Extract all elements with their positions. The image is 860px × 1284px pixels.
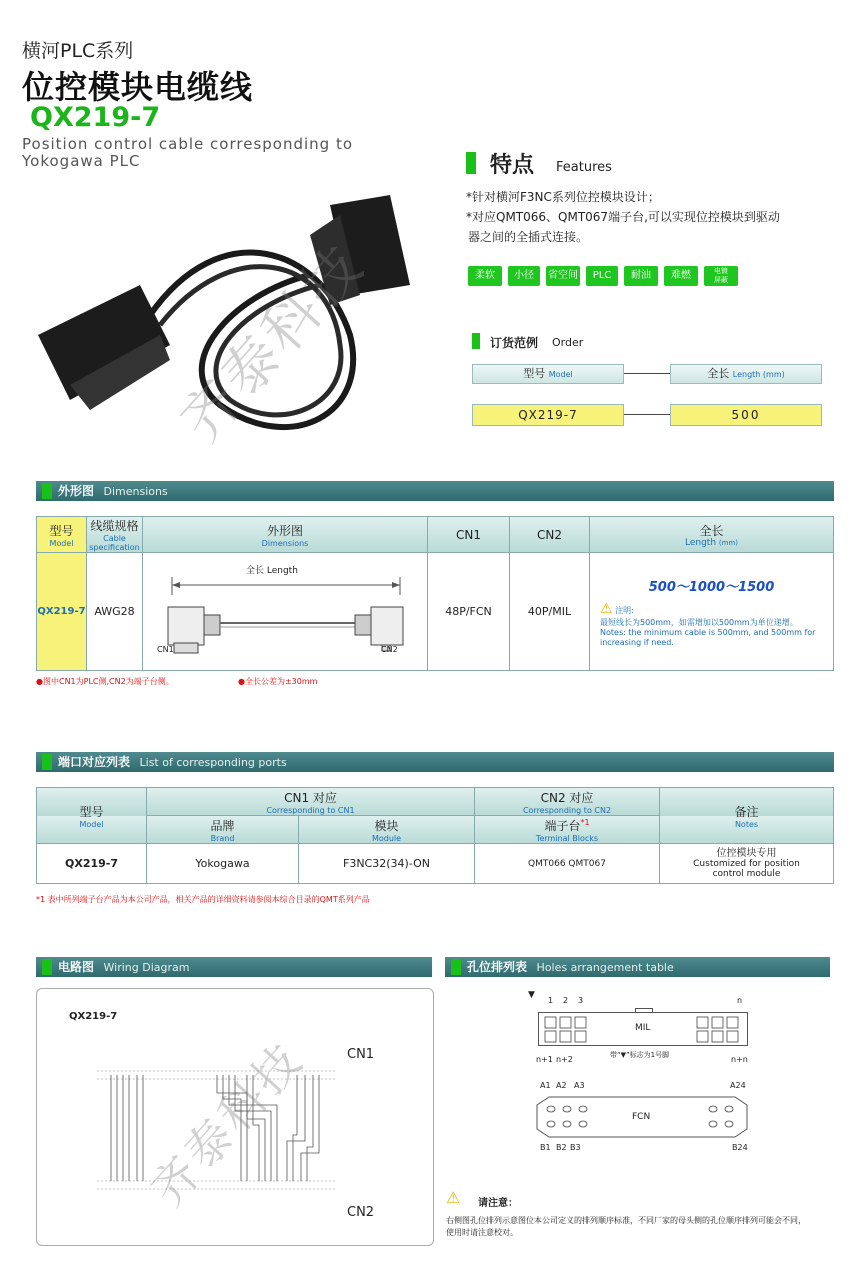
dim-col-spec: 线缆规格 Cable specification xyxy=(87,517,143,553)
features-title-en: Features xyxy=(556,160,612,175)
order-marker xyxy=(472,333,480,349)
mil-holes xyxy=(543,1016,743,1044)
dim-row-spec: AWG28 xyxy=(87,553,143,671)
mil-pin1-marker-icon: ▼ xyxy=(528,990,535,1000)
wiring-cn1-label: CN1 xyxy=(347,1047,375,1062)
dimensions-bar-marker xyxy=(42,483,52,499)
wiring-section-bar xyxy=(36,957,432,977)
features-line3: 器之间的全插式连接。 xyxy=(468,230,589,244)
ports-row-module: F3NC32(34)-ON xyxy=(299,844,475,884)
fcn-bottom-b3: B3 xyxy=(570,1143,581,1152)
mil-bottom-nn: n+n xyxy=(731,1055,748,1064)
drawing-length-label: 全长 Length xyxy=(243,563,301,576)
ports-note-en1: Customized for position xyxy=(693,858,800,869)
caution-icon: ⚠ xyxy=(446,1188,461,1207)
holes-bar-marker xyxy=(451,959,461,975)
tag-small-diameter: 小径 xyxy=(508,266,540,286)
caution-title: 请注意： xyxy=(478,1198,518,1209)
fcn-top-a1: A1 xyxy=(540,1081,551,1090)
wiring-model: QX219-7 xyxy=(69,1011,118,1022)
dim-col-length: 全长 Length (mm) xyxy=(590,517,834,553)
subtitle-line1: Position control cable corresponding to xyxy=(22,135,354,153)
subtitle-line2: Yokogawa PLC xyxy=(22,152,141,170)
features-line1: *针对横河F3NC系列位控模块设计； xyxy=(466,190,660,204)
length-note-en: Notes: the minimum cable is 500mm, and 500mm for increasing if need. xyxy=(600,627,816,647)
holes-bar-title: 孔位排列表 xyxy=(467,960,528,974)
tag-plc: PLC xyxy=(586,266,618,286)
ports-footnote: *1 表中所列端子台产品为本公司产品，相关产品的详细资料请参阅本综合目录的QMT系列产品 xyxy=(36,895,370,904)
order-title: 订货范例 xyxy=(490,336,539,350)
mil-top-n: n xyxy=(737,996,743,1005)
features-title: 特点 xyxy=(490,153,535,178)
order-model-header xyxy=(472,364,624,384)
dim-row-drawing xyxy=(143,553,428,671)
fcn-top-a24: A24 xyxy=(730,1081,746,1090)
tag-oil-resistant: 耐油 xyxy=(624,266,658,286)
fcn-bottom-b24: B24 xyxy=(732,1143,748,1152)
wiring-diagram-box xyxy=(36,988,434,1246)
mil-connector xyxy=(538,1012,748,1046)
fcn-bottom-b2: B2 xyxy=(556,1143,567,1152)
features-line2: *对应QMT066、QMT067端子台,可以实现位控模块到驱动 xyxy=(466,210,780,224)
order-connector-bottom xyxy=(624,414,670,415)
mil-top-3: 3 xyxy=(578,996,584,1005)
length-options: 500～1000～1500 xyxy=(648,579,775,595)
mil-key xyxy=(635,1008,653,1013)
order-title-en: Order xyxy=(552,336,584,349)
dim-row-cn1: 48P/FCN xyxy=(428,553,510,671)
order-model-label-en: Model xyxy=(548,370,573,379)
drawing-cn2-label: CN2 xyxy=(381,645,398,654)
ports-col-note: 备注 Notes xyxy=(660,788,834,844)
holes-section-bar xyxy=(445,957,830,977)
mil-top-2: 2 xyxy=(563,996,569,1005)
mil-label: MIL xyxy=(635,1023,651,1033)
watermark-top: 齐泰科技 xyxy=(168,232,378,454)
ports-table xyxy=(36,787,834,884)
wiring-bar-title-en: Wiring Diagram xyxy=(103,961,190,974)
features-marker xyxy=(466,152,476,174)
wiring-bar-title: 电路图 xyxy=(58,960,95,974)
model-code: QX219-7 xyxy=(30,102,161,133)
tag-flame-retardant: 难燃 xyxy=(664,266,698,286)
mil-bottom-n1: n+1 xyxy=(536,1055,553,1064)
dim-footnote-2: ●全长公差为±30mm xyxy=(238,677,318,686)
series-label: 横河PLC系列 xyxy=(22,40,134,62)
ports-col-cn1: CN1 对应 Corresponding to CN1 xyxy=(147,788,475,816)
length-note-cn: 最短线长为500mm，如需增加以500mm为单位递增。 xyxy=(600,617,798,627)
dim-col-cn1: CN1 xyxy=(428,517,510,553)
dim-footnote-1: ●图中CN1为PLC侧,CN2为端子台侧。 xyxy=(36,677,174,686)
mil-top-1: 1 xyxy=(548,996,554,1005)
warning-icon: ⚠ xyxy=(600,600,613,617)
ports-row-note xyxy=(660,844,834,884)
dimensions-bar-title: 外形图 xyxy=(58,484,95,498)
dim-col-drawing: 外形图 Dimensions xyxy=(143,517,428,553)
fcn-bottom-b1: B1 xyxy=(540,1143,551,1152)
ports-row-terminal: QMT066 QMT067 xyxy=(475,844,660,884)
mil-bottom-n2: n+2 xyxy=(556,1055,573,1064)
order-length-header xyxy=(670,364,822,384)
ports-bar-title: 端口对应列表 xyxy=(58,755,131,769)
caution-text-1: 右侧图孔位排列示意图位本公司定义的排列顺序标准，不同厂家的母头侧的孔位顺序排列可能会不同， xyxy=(446,1216,806,1225)
dim-row-length xyxy=(590,553,834,671)
fcn-top-a3: A3 xyxy=(574,1081,585,1090)
dim-col-model: 型号 Model xyxy=(37,517,87,553)
order-length-label-en: Length (mm) xyxy=(732,370,785,379)
ports-col-terminal: 端子台$^{*1}$ Terminal Blocks xyxy=(475,816,660,844)
fcn-label: FCN xyxy=(632,1112,651,1122)
order-connector-top xyxy=(624,373,670,374)
wiring-bar-marker xyxy=(42,959,52,975)
ports-row-model: QX219-7 xyxy=(37,844,147,884)
order-length-label: 全长 xyxy=(707,367,730,380)
dim-col-cn2: CN2 xyxy=(510,517,590,553)
fcn-top-a2: A2 xyxy=(556,1081,567,1090)
length-note-label: 注明: xyxy=(615,605,634,615)
order-model-value: QX219-7 xyxy=(472,404,624,426)
ports-col-cn2: CN2 对应 Corresponding to CN2 xyxy=(475,788,660,816)
ports-bar-marker xyxy=(42,754,52,770)
wiring-cn2-label: CN2 xyxy=(347,1205,375,1220)
ports-note-cn: 位控模块专用 xyxy=(716,847,777,859)
dimensions-section-bar xyxy=(36,481,834,501)
ports-bar-title-en: List of corresponding ports xyxy=(139,756,287,769)
tag-soft: 柔软 xyxy=(468,266,502,286)
tag-shielded: 电镀 屏蔽 xyxy=(704,266,738,286)
dimensions-table xyxy=(36,516,834,671)
ports-note-en2: control module xyxy=(712,868,781,879)
order-length-value: 500 xyxy=(670,404,822,426)
dim-row-model: QX219-7 xyxy=(37,553,87,671)
page-title: 位控模块电缆线 xyxy=(22,68,254,106)
ports-col-model: 型号 Model xyxy=(37,788,147,844)
ports-col-module: 模块 Module xyxy=(299,816,475,844)
holes-bar-title-en: Holes arrangement table xyxy=(536,961,674,974)
order-model-label: 型号 xyxy=(523,367,546,380)
ports-row-brand: Yokogawa xyxy=(147,844,299,884)
dimensions-bar-title-en: Dimensions xyxy=(103,485,168,498)
tag-space-saving: 省空间 xyxy=(546,266,580,286)
drawing-cn1-label: CN1 xyxy=(157,645,174,654)
watermark-bottom: 齐泰科技 xyxy=(140,1031,315,1217)
ports-section-bar xyxy=(36,752,834,772)
dim-row-cn2: 40P/MIL xyxy=(510,553,590,671)
ports-col-brand: 品牌 Brand xyxy=(147,816,299,844)
mil-note: 带“▼”标志为1号脚 xyxy=(610,1051,670,1059)
caution-text-2: 使用时请注意校对。 xyxy=(446,1228,518,1237)
